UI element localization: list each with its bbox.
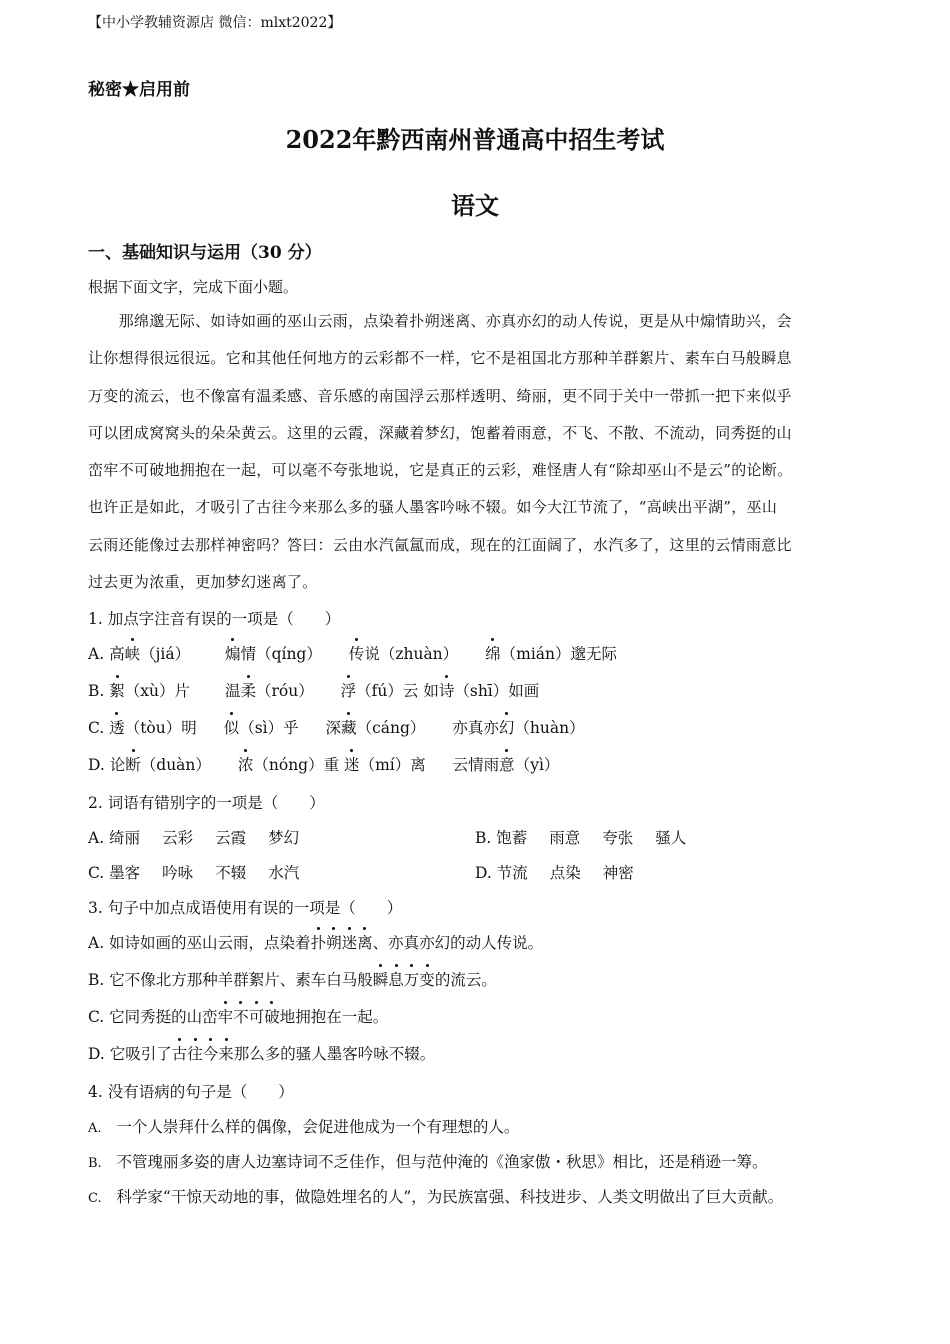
- emphasis-char: 离: [357, 931, 373, 953]
- option-item: 煽情（qíng）: [225, 645, 322, 663]
- emphasis-char: 迷: [342, 931, 358, 953]
- question-1-option-c[interactable]: [88, 716, 585, 738]
- option-label: A.: [88, 645, 105, 663]
- passage-line: 那绵邈无际、如诗如画的巫山云雨，点染着扑朔迷离、亦真亦幻的动人传说，更是从中煽情助兴，会: [88, 312, 792, 330]
- passage-line: 峦牢不可破地拥抱在一起，可以毫不夸张地说，它是真正的云彩，难怪唐人有“除却巫山不是云”的论断。: [88, 461, 793, 480]
- option-label: D.: [88, 756, 105, 774]
- dotted-idiom: [311, 934, 373, 952]
- option-label: C.: [88, 1191, 102, 1206]
- emphasis-char: 牢: [218, 1005, 234, 1027]
- section-heading: 一、基础知识与运用（30 分）: [88, 243, 322, 263]
- question-2-option-c[interactable]: C. 墨客 吟咏 不辍 水汽: [88, 864, 300, 882]
- confidential-mark: 秘密★启用前: [88, 80, 190, 100]
- passage-line: 让你想得很远很远。它和其他任何地方的云彩都不一样，它不是祖国北方那种羊群絮片、素车白马般瞬息: [88, 349, 792, 368]
- question-3-stem: 3. 句子中加点成语使用有误的一项是（ ）: [88, 899, 403, 917]
- subject-title: 语文: [451, 191, 499, 220]
- question-1-option-b[interactable]: [88, 679, 539, 701]
- emphasis-char: 往: [187, 1042, 203, 1064]
- passage-line: 万变的流云，也不像富有温柔感、音乐感的南国浮云那样透明、绮丽，更不同于关中一带抓一把下来似乎: [88, 386, 792, 405]
- option-text: 科学家“干惊天动地的事，做隐姓埋名的人”，为民族富强、科技进步、人类文明做出了巨大贡献。: [116, 1188, 784, 1206]
- passage-line: 可以团成窝窝头的朵朵黄云。这里的云霞，深藏着梦幻，饱蓄着雨意，不飞、不散、不流动，同秀挺的山: [88, 423, 792, 442]
- passage-line: 也许正是如此，才吸引了古往今来那么多的骚人墨客吟咏不辍。如今大江节流了，“高峡出平湖”，巫山: [88, 498, 778, 517]
- question-1-option-d[interactable]: [88, 753, 559, 775]
- option-item: 透（tòu）明: [109, 719, 197, 737]
- option-item: 如诗（shī）如画: [423, 682, 539, 700]
- dotted-idiom: [172, 1045, 234, 1063]
- question-3-option-c[interactable]: C. 它同秀挺的山峦牢不可破地拥抱在一起。: [88, 1005, 388, 1027]
- question-4-option-b[interactable]: [88, 1150, 767, 1172]
- option-item: 浮（fú）云: [341, 682, 419, 700]
- option-item: 传说（zhuàn）: [349, 645, 458, 663]
- emphasis-char: 今: [203, 1042, 219, 1064]
- option-text: 不管瑰丽多姿的唐人边塞诗词不乏佳作，但与范仲淹的《渔家傲・秋思》相比，还是稍逊一筹。: [116, 1153, 768, 1171]
- emphasis-char: 瞬: [373, 968, 389, 990]
- question-4-stem: 4. 没有语病的句子是（ ）: [88, 1083, 294, 1101]
- option-item: 浓（nóng）重: [238, 756, 339, 774]
- header-note: 【中小学教辅资源店 微信：mlxt2022】: [88, 15, 342, 31]
- emphasis-char: 息: [388, 968, 404, 990]
- option-item: 亦真亦幻（huàn）: [452, 719, 584, 737]
- option-label: B.: [88, 1156, 102, 1171]
- question-3-option-d[interactable]: D. 它吸引了古往今来那么多的骚人墨客吟咏不辍。: [88, 1042, 435, 1064]
- option-label: C.: [88, 719, 105, 737]
- emphasis-char: 扑: [311, 931, 327, 953]
- instruction: 根据下面文字，完成下面小题。: [88, 278, 299, 296]
- emphasis-char: 不: [233, 1005, 249, 1027]
- option-item: 似（sì）乎: [224, 719, 299, 737]
- emphasis-char: 万: [404, 968, 420, 990]
- option-item: 论断（duàn）: [110, 756, 211, 774]
- option-item: 絮（xù）片: [109, 682, 190, 700]
- option-item: 迷（mí）离: [344, 756, 426, 774]
- emphasis-char: 古: [172, 1042, 188, 1064]
- question-4-option-c[interactable]: [88, 1185, 783, 1207]
- question-1-stem: 1. 加点字注音有误的一项是（ ）: [88, 610, 341, 628]
- question-2-option-a[interactable]: A. 绮丽 云彩 云霞 梦幻: [88, 829, 300, 847]
- question-2-stem: 2. 词语有错别字的一项是（ ）: [88, 794, 325, 812]
- question-3-option-a[interactable]: A. 如诗如画的巫山云雨，点染着扑朔迷离、亦真亦幻的动人传说。: [88, 931, 543, 953]
- question-3-option-b[interactable]: B. 它不像北方那种羊群絮片、素车白马般瞬息万变的流云。: [88, 968, 497, 990]
- option-label: B.: [88, 682, 105, 700]
- passage-line: 云雨还能像过去那样神密吗？答曰：云由水汽氤氲而成，现在的江面阔了，水汽多了，这里的云情雨意比: [88, 535, 792, 554]
- option-item: 高峡（jiá）: [109, 645, 190, 663]
- question-2-option-d[interactable]: D. 节流 点染 神密: [475, 864, 634, 882]
- emphasis-char: 朔: [326, 931, 342, 953]
- dotted-idiom: [218, 1008, 280, 1026]
- exam-title: 2022年黔西南州普通高中招生考试: [285, 125, 665, 154]
- option-item: 云情雨意（yì）: [453, 756, 560, 774]
- emphasis-char: 破: [264, 1005, 280, 1027]
- option-item: 温柔（róu）: [225, 682, 314, 700]
- option-item: 深藏（cáng）: [326, 719, 426, 737]
- option-text: 一个人崇拜什么样的偶像，会促进他成为一个有理想的人。: [116, 1118, 520, 1136]
- option-item: 绵（mián）邈无际: [485, 645, 617, 663]
- dotted-idiom: [373, 971, 435, 989]
- option-label: A.: [88, 1121, 102, 1136]
- emphasis-char: 可: [249, 1005, 265, 1027]
- emphasis-char: 变: [419, 968, 435, 990]
- passage-line: 过去更为浓重，更加梦幻迷离了。: [88, 573, 318, 592]
- question-2-option-b[interactable]: B. 饱蓄 雨意 夸张 骚人: [475, 829, 687, 847]
- question-4-option-a[interactable]: [88, 1115, 519, 1137]
- question-1-option-a[interactable]: [88, 642, 617, 664]
- reading-passage: [88, 303, 878, 601]
- emphasis-char: 来: [218, 1042, 234, 1064]
